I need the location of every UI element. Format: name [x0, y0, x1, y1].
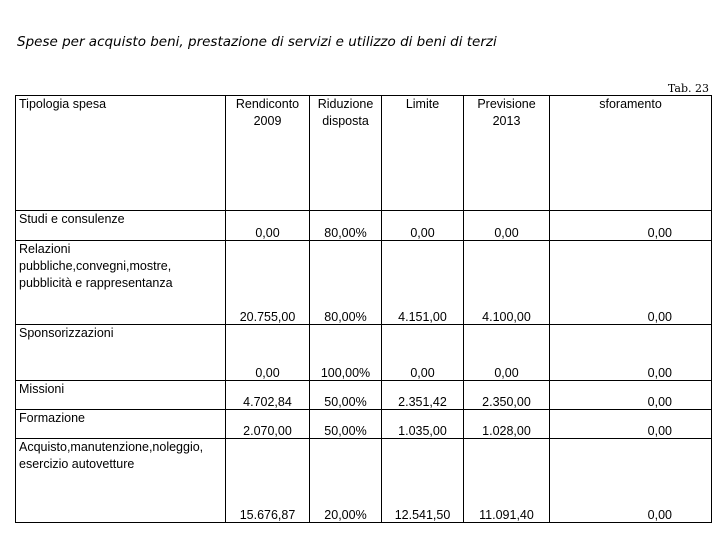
- cell-riduzione: 20,00%: [310, 439, 382, 523]
- table-row: [16, 381, 712, 410]
- header-limite: Limite: [382, 96, 464, 211]
- row-label: Acquisto,manutenzione,noleggio, esercizio autovetture: [16, 439, 226, 523]
- cell-riduzione: 100,00%: [310, 325, 382, 381]
- cell-sforamento: 0,00: [550, 439, 712, 523]
- header-row: [16, 96, 712, 211]
- cell-previsione: 11.091,40: [464, 439, 550, 523]
- cell-limite: 1.035,00: [382, 410, 464, 439]
- cell-sforamento: 0,00: [550, 325, 712, 381]
- expenses-table: [15, 95, 712, 523]
- header-previsione: Previsione 2013: [464, 96, 550, 211]
- cell-limite: 0,00: [382, 325, 464, 381]
- cell-sforamento: 0,00: [550, 410, 712, 439]
- cell-rendiconto: 15.676,87: [226, 439, 310, 523]
- table-row: [16, 439, 712, 523]
- cell-limite: 12.541,50: [382, 439, 464, 523]
- cell-limite: 2.351,42: [382, 381, 464, 410]
- row-label: Relazioni pubbliche,convegni,mostre, pubblicità e rappresentanza: [16, 241, 226, 325]
- cell-rendiconto: 0,00: [226, 211, 310, 241]
- cell-riduzione: 50,00%: [310, 381, 382, 410]
- cell-sforamento: 0,00: [550, 211, 712, 241]
- cell-rendiconto: 4.702,84: [226, 381, 310, 410]
- header-riduzione: Riduzione disposta: [310, 96, 382, 211]
- cell-limite: 0,00: [382, 211, 464, 241]
- cell-rendiconto: 0,00: [226, 325, 310, 381]
- row-label: Sponsorizzazioni: [16, 325, 226, 381]
- cell-previsione: 2.350,00: [464, 381, 550, 410]
- table-row: [16, 325, 712, 381]
- header-tipologia: Tipologia spesa: [16, 96, 226, 211]
- cell-riduzione: 80,00%: [310, 241, 382, 325]
- cell-limite: 4.151,00: [382, 241, 464, 325]
- cell-previsione: 0,00: [464, 325, 550, 381]
- header-sforamento: sforamento: [550, 96, 712, 211]
- row-label: Formazione: [16, 410, 226, 439]
- cell-riduzione: 50,00%: [310, 410, 382, 439]
- table-row: [16, 241, 712, 325]
- table-row: [16, 410, 712, 439]
- cell-previsione: 1.028,00: [464, 410, 550, 439]
- table-row: [16, 211, 712, 241]
- cell-rendiconto: 2.070,00: [226, 410, 310, 439]
- cell-rendiconto: 20.755,00: [226, 241, 310, 325]
- cell-riduzione: 80,00%: [310, 211, 382, 241]
- table-number-label: Tab. 23: [667, 82, 709, 95]
- row-label: Missioni: [16, 381, 226, 410]
- cell-previsione: 4.100,00: [464, 241, 550, 325]
- row-label: Studi e consulenze: [16, 211, 226, 241]
- cell-sforamento: 0,00: [550, 241, 712, 325]
- cell-previsione: 0,00: [464, 211, 550, 241]
- header-rendiconto: Rendiconto 2009: [226, 96, 310, 211]
- cell-sforamento: 0,00: [550, 381, 712, 410]
- page-title: Spese per acquisto beni, prestazione di servizi e utilizzo di beni di terzi: [17, 34, 497, 50]
